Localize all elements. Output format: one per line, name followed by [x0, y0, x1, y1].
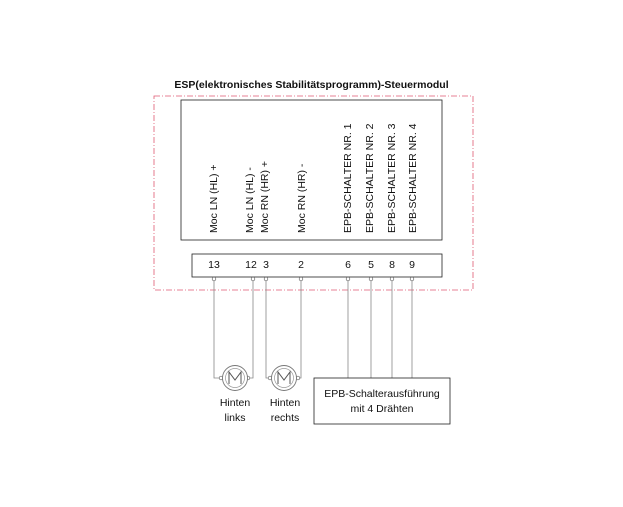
- label-panel: [181, 100, 442, 240]
- motor-caption-line: links: [224, 412, 246, 424]
- motor-caption-right: [255, 396, 315, 426]
- module-title: ESP(elektronisches Stabilitätsprogramm)-Steuermodul: [174, 79, 449, 91]
- motor-caption-line: Hinten: [269, 397, 301, 409]
- wires: [214, 279, 412, 378]
- motor-caption-line: rechts: [270, 412, 300, 424]
- pin-number: 9: [409, 259, 415, 271]
- motor-icon: [223, 366, 248, 391]
- pin-number: 8: [389, 259, 395, 271]
- pin-number: 12: [245, 259, 257, 271]
- pin-number: 3: [263, 259, 269, 271]
- pin-terminals: [212, 277, 414, 380]
- signal-label: Moc LN (HL) +: [208, 164, 220, 233]
- signal-label: EPB-SCHALTER NR. 2: [364, 123, 376, 233]
- pin-number: 2: [298, 259, 304, 271]
- wire-pin12: [248, 279, 253, 378]
- pin-number: 6: [345, 259, 351, 271]
- pin-number: 5: [368, 259, 374, 271]
- switch-box-line: mit 4 Drähten: [350, 403, 414, 415]
- switch-box-text: [314, 387, 450, 417]
- pin-number: 13: [208, 259, 220, 271]
- wire-pin13: [214, 279, 221, 378]
- signal-label: Moc RN (HR) -: [296, 163, 308, 233]
- signal-label: Moc LN (HL) -: [244, 167, 256, 233]
- motor-caption-line: Hinten: [219, 397, 251, 409]
- signal-label: EPB-SCHALTER NR. 1: [342, 123, 354, 233]
- signal-label: Moc RN (HR) +: [259, 160, 271, 233]
- switch-box-line: EPB-Schalterausführung: [324, 388, 440, 400]
- wire-pin3: [266, 279, 270, 378]
- motor-icon: [272, 366, 297, 391]
- wire-pin2: [298, 279, 301, 378]
- signal-label: EPB-SCHALTER NR. 4: [407, 123, 419, 233]
- signal-label: EPB-SCHALTER NR. 3: [386, 123, 398, 233]
